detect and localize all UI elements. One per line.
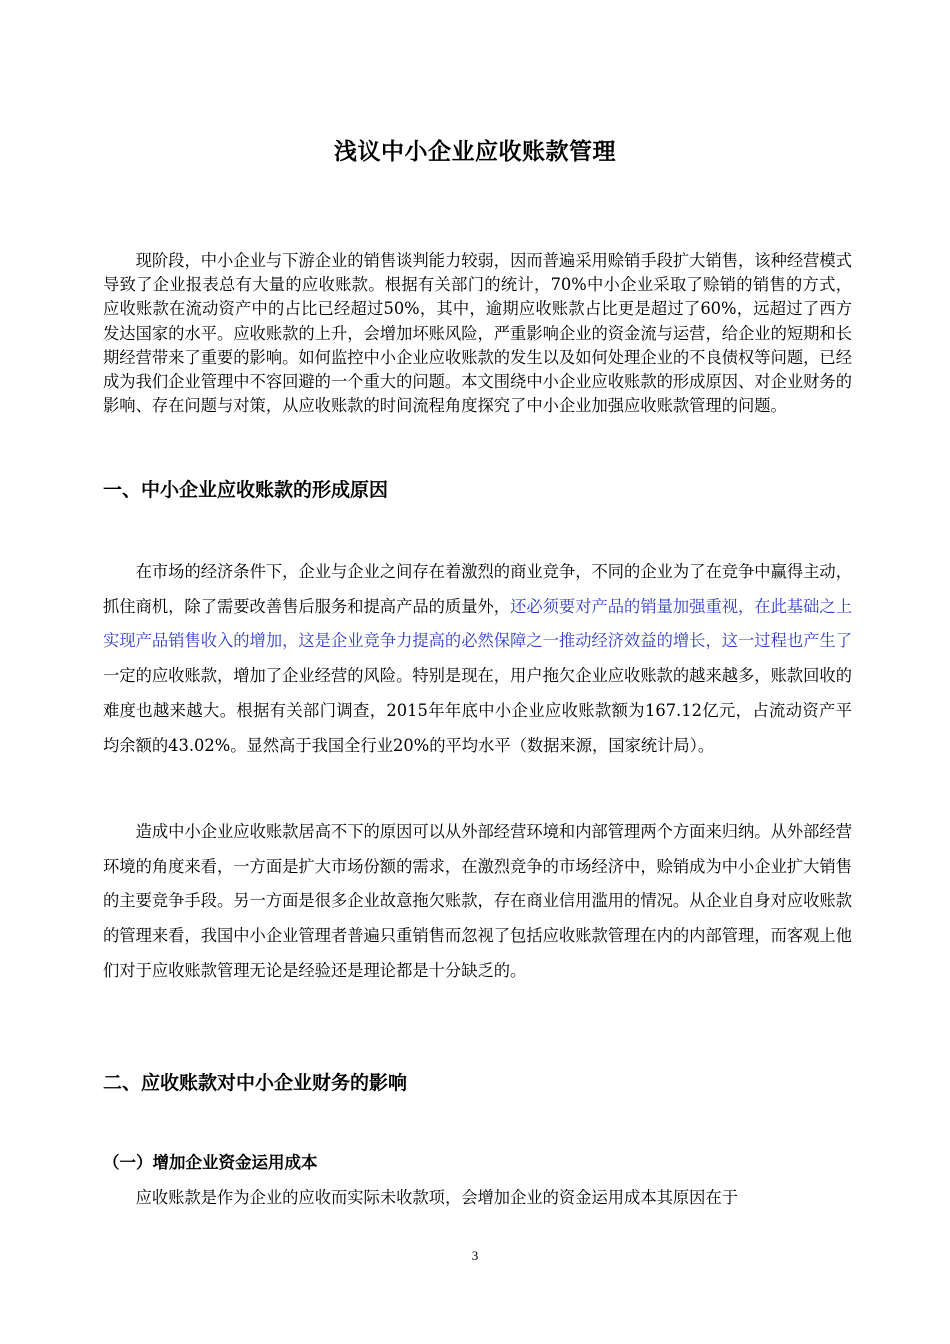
- intro-paragraph: 现阶段，中小企业与下游企业的销售谈判能力较弱，因而普遍采用赊销手段扩大销售，该种经营模式导致了企业报表总有大量的应收账款。根据有关部门的统计，70%中小企业采取了赊销的销售的方式，应收账款在流动资产中的占比已经超过50%，其中，逾期应收账款占比更是超过了60%，远超过了西方发达国家的水平。应收账款的上升，会增加坏账风险，严重影响企业的资金流与运营，给企业的短期和长期经营带来了重要的影响。如何监控中小企业应收账款的发生以及如何处理企业的不良债权等问题，已经成为我们企业管理中不容回避的一个重大的问题。本文围绕中小企业应收账款的形成原因、对企业财务的影响、存在问题与对策，从应收账款的时间流程角度探究了中小企业加强应收账款管理的问题。: [103, 251, 852, 416]
- section-1-paragraph-1-highlight: 还必须要对产品的销量加强重视，在此基础之上实现产品销售收入的增加，这是企业竞争力提高的必然保障之一推动经济效益的增长，这一过程也产生了: [103, 596, 852, 651]
- section-1-paragraph-2: 造成中小企业应收账款居高不下的原因可以从外部经营环境和内部管理两个方面来归纳。从外部经营环境的角度来看，一方面是扩大市场份额的需求，在激烈竞争的市场经济中，赊销成为中小企业扩大销售的主要竞争手段。另一方面是很多企业故意拖欠账款，存在商业信用滥用的情况。从企业自身对应收账款的管理来看，我国中小企业管理者普遍只重销售而忽视了包括应收账款管理在内的内部管理，而客观上他们对于应收账款管理无论是经验还是理论都是十分缺乏的。: [103, 822, 852, 980]
- section-1-heading: 一、中小企业应收账款的形成原因: [103, 479, 389, 501]
- section-1-paragraph-1-text-b: 一定的应收账款，增加了企业经营的风险。特别是现在，用户拖欠企业应收账款的越来越多，账款回收的难度也越来越大。根据有关部门调查，2015年年底中小企业应收账款额为167.12亿元，占流动资产平均余额的43.02%。显然高于我国全行业20%的平均水平（数据来源，国家统计局）。: [103, 666, 852, 755]
- section-2-1-heading: （一）增加企业资金运用成本: [103, 1153, 318, 1172]
- page-number: 3: [471, 1248, 479, 1263]
- section-1-paragraph-1-text-a: 在市场的经济条件下，企业与企业之间存在着激烈的商业竞争，不同的企业为了在竞争中赢得主动，抓住商机，除了需要改善售后服务和提高产品的质量外，: [103, 562, 852, 616]
- section-2-heading: 二、应收账款对中小企业财务的影响: [103, 1072, 408, 1094]
- section-1-paragraph-1: [103, 555, 852, 763]
- document-title: 浅议中小企业应收账款管理: [334, 139, 616, 165]
- section-2-1-paragraph-1: 应收账款是作为企业的应收而实际未收款项，会增加企业的资金运用成本其原因在于: [135, 1188, 739, 1207]
